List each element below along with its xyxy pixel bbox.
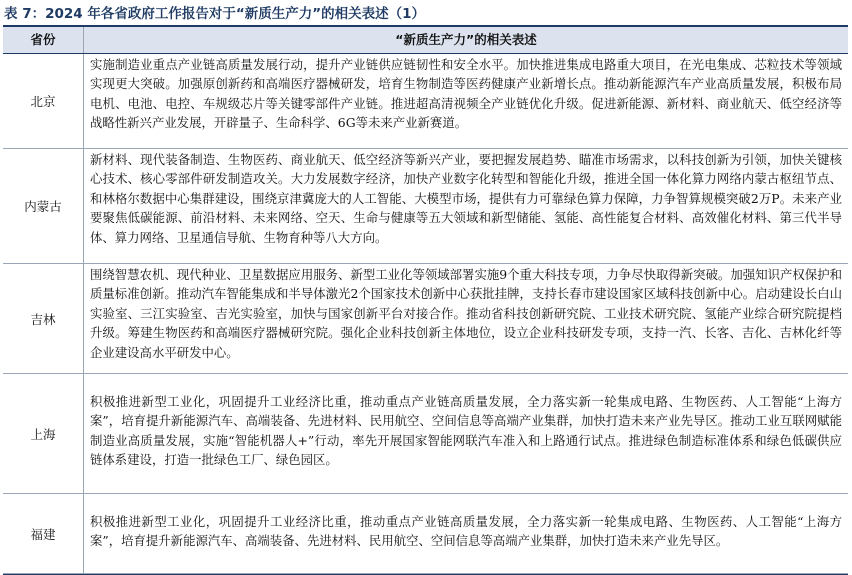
statement-cell: 积极推进新型工业化，巩固提升工业经济比重，推动重点产业链高质量发展，全力落实新一轮集成电路、生物医药、人工智能“上海方案”，培育提升新能源汽车、高端装备、先进材料、民用航空、空间信息等高端产业集群，加快打造未来产业先导区。推动工业互联网赋能制造业高质量发展，实施“智能机器人+”行动，率先开展国家智能网联汽车准入和上路通行试点。推进绿色制造标准体系和绿色低碳供应链体系建设，打造一批绿色工厂、绿色园区。 bbox=[83, 374, 848, 493]
column-header-province: 省份 bbox=[30, 32, 56, 47]
statement-cell: 围绕智慧农机、现代种业、卫星数据应用服务、新型工业化等领域部署实施9个重大科技专项，力争尽快取得新突破。加强知识产权保护和质量标准创新。推动汽车智能集成和半导体激光2个国家技术创新中心获批挂牌，支持长春市建设国家区域科技创新中心。启动建设长白山实验室、三江实验室、吉光实验室，加快与国家创新平台对接合作。推动省科技创新研究院、工业技术研究院、氢能产业综合研究院提档升级。筹建生物医药和高端医疗器械研究院。强化企业科技创新主体地位，设立企业科技研发专项，支持一汽、长客、吉化、吉林化纤等企业建设高水平研发中心。 bbox=[83, 264, 848, 373]
policy-table bbox=[3, 25, 848, 575]
table-header-row bbox=[3, 27, 848, 54]
province-cell: 北京 bbox=[30, 94, 56, 109]
table-row bbox=[3, 264, 848, 374]
province-cell: 上海 bbox=[30, 426, 56, 442]
province-cell: 内蒙古 bbox=[24, 199, 62, 214]
statement-cell: 积极推进新型工业化，巩固提升工业经济比重，推动重点产业链高质量发展，全力落实新一轮集成电路、生物医药、人工智能“上海方案”，培育提升新能源汽车、高端装备、先进材料、民用航空、空间信息等高端产业集群，加快打造未来产业先导区。 bbox=[83, 494, 848, 573]
table-row bbox=[3, 149, 848, 264]
statement-cell: 实施制造业重点产业链高质量发展行动，提升产业链供应链韧性和安全水平。加快推进集成电路重大项目，在光电集成、芯粒技术等领域实现更大突破。加强原创新药和高端医疗器械研发，培育生物制造等医药健康产业新增长点。推动新能源汽车产业高质量发展，积极布局电机、电池、电控、车规级芯片等关键零部件产业链。推进超高清视频全产业链优化升级。促进新能源、新材料、商业航天、低空经济等战略性新兴产业发展，开辟量子、生命科学、6G等未来产业新赛道。 bbox=[83, 54, 848, 148]
table-row bbox=[3, 494, 848, 574]
table-row bbox=[3, 374, 848, 494]
province-cell: 福建 bbox=[30, 526, 56, 542]
province-cell: 吉林 bbox=[30, 311, 56, 327]
table-caption: 表 7：2024 年各省政府工作报告对于“新质生产力”的相关表述（1） bbox=[4, 6, 426, 22]
table-row bbox=[3, 54, 848, 149]
statement-cell: 新材料、现代装备制造、生物医药、商业航天、低空经济等新兴产业，要把握发展趋势、瞄准市场需求，以科技创新为引领，加快关键核心技术、核心零部件研发制造攻关。大力发展数字经济，加快产业数字化转型和智能化升级，推进全国一体化算力网络内蒙古枢纽节点、和林格尔数据中心集群建设，围绕京津冀庞大的人工智能、大模型市场，提供有力可靠绿色算力保障，力争智算规模突破2万P。未来产业要聚焦低碳能源、前沿材料、未来网络、空天、生命与健康等五大领域和新型储能、氢能、高性能复合材料、高效催化材料、第三代半导体、算力网络、卫星通信导航、生物育种等八大方向。 bbox=[83, 149, 848, 263]
column-header-statement: “新质生产力”的相关表述 bbox=[83, 27, 848, 53]
